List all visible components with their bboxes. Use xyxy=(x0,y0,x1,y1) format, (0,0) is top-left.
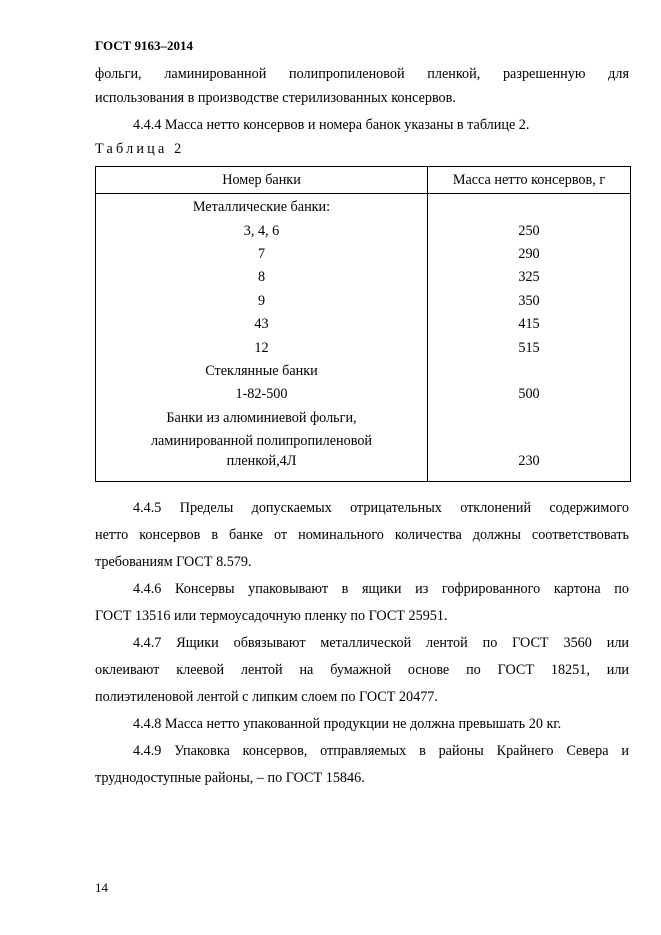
table-cell: 325 xyxy=(428,266,631,289)
paragraph-4-4-5-line-2: нетто консервов в банке от номинального количества должны соответствовать xyxy=(95,527,629,543)
table-row xyxy=(96,243,631,266)
table-cell: 3, 4, 6 xyxy=(96,219,428,242)
table-cell: 230 xyxy=(428,453,631,482)
table-cell: Металлические банки: xyxy=(96,194,428,220)
table-cell: ламинированной полипропиленовой xyxy=(96,430,428,453)
table-cell xyxy=(428,407,631,430)
paragraph-4-4-6-line-1: 4.4.6 Консервы упаковывают в ящики из гофрированного картона по xyxy=(133,581,629,597)
table-cell: Банки из алюминиевой фольги, xyxy=(96,407,428,430)
table-2 xyxy=(95,166,631,482)
paragraph-4-4-4: 4.4.4 Масса нетто консервов и номера банок указаны в таблице 2. xyxy=(133,117,530,133)
table-row xyxy=(96,290,631,313)
table-row xyxy=(96,430,631,453)
table-cell: 250 xyxy=(428,219,631,242)
paragraph-4-4-8: 4.4.8 Масса нетто упакованной продукции не должна превышать 20 кг. xyxy=(133,716,562,732)
table-cell: 9 xyxy=(96,290,428,313)
table-cell: 12 xyxy=(96,336,428,359)
table-row xyxy=(96,313,631,336)
table-row xyxy=(96,407,631,430)
table-cell: 1-82-500 xyxy=(96,383,428,406)
document-header: ГОСТ 9163–2014 xyxy=(95,38,194,53)
paragraph-4-4-6-line-2: ГОСТ 13516 или термоусадочную пленку по ГОСТ 25951. xyxy=(95,608,448,624)
page-number: 14 xyxy=(95,880,108,895)
table-cell: 515 xyxy=(428,336,631,359)
table-row xyxy=(96,194,631,220)
table-cell: 8 xyxy=(96,266,428,289)
intro-line-2: использования в производстве стерилизованных консервов. xyxy=(95,90,456,106)
table-cell: 290 xyxy=(428,243,631,266)
table-cell: пленкой,4Л xyxy=(96,453,428,482)
table-row xyxy=(96,266,631,289)
table-cell: Стеклянные банки xyxy=(96,360,428,383)
column-header-net-mass: Масса нетто консервов, г xyxy=(428,167,631,194)
table-cell: 415 xyxy=(428,313,631,336)
paragraph-4-4-5-line-3: требованиям ГОСТ 8.579. xyxy=(95,554,252,570)
table-cell xyxy=(428,194,631,220)
paragraph-4-4-7-line-1: 4.4.7 Ящики обвязывают металлической лентой по ГОСТ 3560 или xyxy=(133,635,629,651)
table-cell: 7 xyxy=(96,243,428,266)
paragraph-4-4-7-line-2: оклеивают клеевой лентой на бумажной основе по ГОСТ 18251, или xyxy=(95,662,629,678)
table-label: Таблица 2 xyxy=(95,141,185,157)
paragraph-4-4-5-line-1: 4.4.5 Пределы допускаемых отрицательных отклонений содержимого xyxy=(133,500,629,516)
table-row xyxy=(96,219,631,242)
table-row xyxy=(96,360,631,383)
paragraph-4-4-9-line-2: труднодоступные районы, – по ГОСТ 15846. xyxy=(95,770,365,786)
paragraph-4-4-7-line-3: полиэтиленовой лентой с липким слоем по ГОСТ 20477. xyxy=(95,689,438,705)
table-cell xyxy=(428,430,631,453)
table-row xyxy=(96,453,631,482)
table-cell: 43 xyxy=(96,313,428,336)
table-cell: 350 xyxy=(428,290,631,313)
column-header-can-number: Номер банки xyxy=(96,167,428,194)
table-cell xyxy=(428,360,631,383)
table-cell: 500 xyxy=(428,383,631,406)
table-header-row xyxy=(96,167,631,194)
table-row xyxy=(96,336,631,359)
intro-line-1: фольги, ламинированной полипропиленовой пленкой, разрешенную для xyxy=(95,66,629,82)
paragraph-4-4-9-line-1: 4.4.9 Упаковка консервов, отправляемых в районы Крайнего Севера и xyxy=(133,743,629,759)
table-row xyxy=(96,383,631,406)
